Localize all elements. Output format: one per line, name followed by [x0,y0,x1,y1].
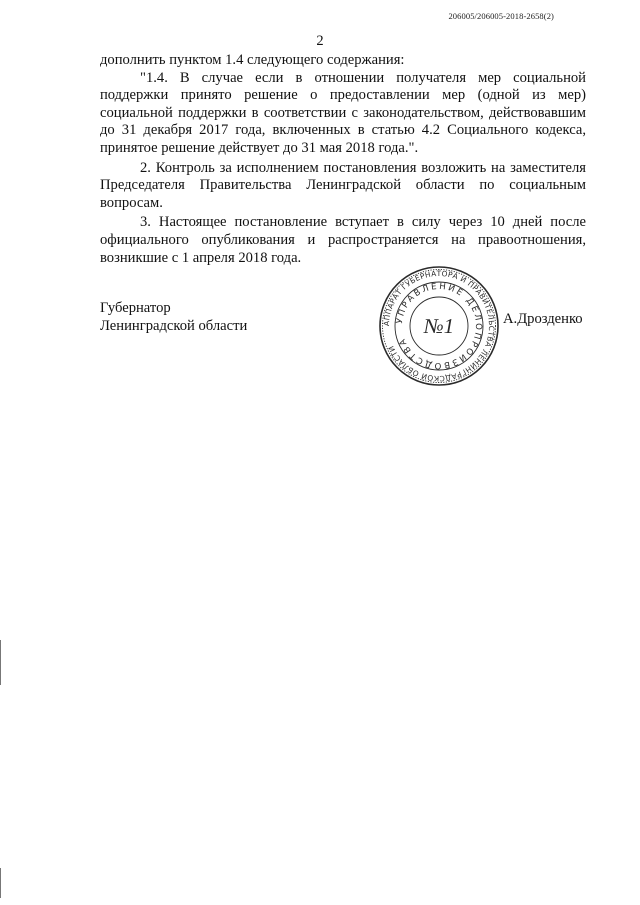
seal-outer-text: АППАРАТ ГУБЕРНАТОРА И ПРАВИТЕЛЬСТВА ЛЕНИНГРАДСКОЙ ОБЛАСТИ [381,268,497,384]
document-id: 206005/206005-2018-2658(2) [448,11,554,21]
paragraph-intro: дополнить пунктом 1.4 следующего содержания: [100,52,405,68]
scan-edge-mark [0,640,1,685]
official-seal [378,265,500,387]
document-body [100,52,586,267]
page-number: 2 [316,33,324,49]
paragraph-1-4: "1.4. В случае если в отношении получателя мер социальной поддержки принято решение о предоставлении мер (одной из мер) социальной поддержки в соответствии с законодательством, действовавшим до 31 декабря 2017 года, включенных в статью 4.2 Социального кодекса, принятое решение действует до 31 мая 2018 года.". [100,69,586,156]
seal-number: №1 [423,314,455,338]
signatory-name: А.Дрозденко [503,311,583,327]
signatory-title-line1: Губернатор [100,300,171,316]
signatory-title-line2: Ленинградской области [100,317,248,334]
paragraph-3: 3. Настоящее постановление вступает в силу через 10 дней после официального опубликования и распространяется на правоотношения, возникшие с 1 апреля 2018 года. [100,214,586,266]
signatory-title [100,300,247,336]
seal-graphic [378,265,500,387]
seal-inner-text: УПРАВЛЕНИЕ ДЕЛОПРОИЗВОДСТВА [394,281,484,371]
paragraph-2: 2. Контроль за исполнением постановления возложить на заместителя Председателя Правительства Ленинградской области по социальным вопросам. [100,159,586,211]
scan-edge-mark-lower [0,868,1,898]
